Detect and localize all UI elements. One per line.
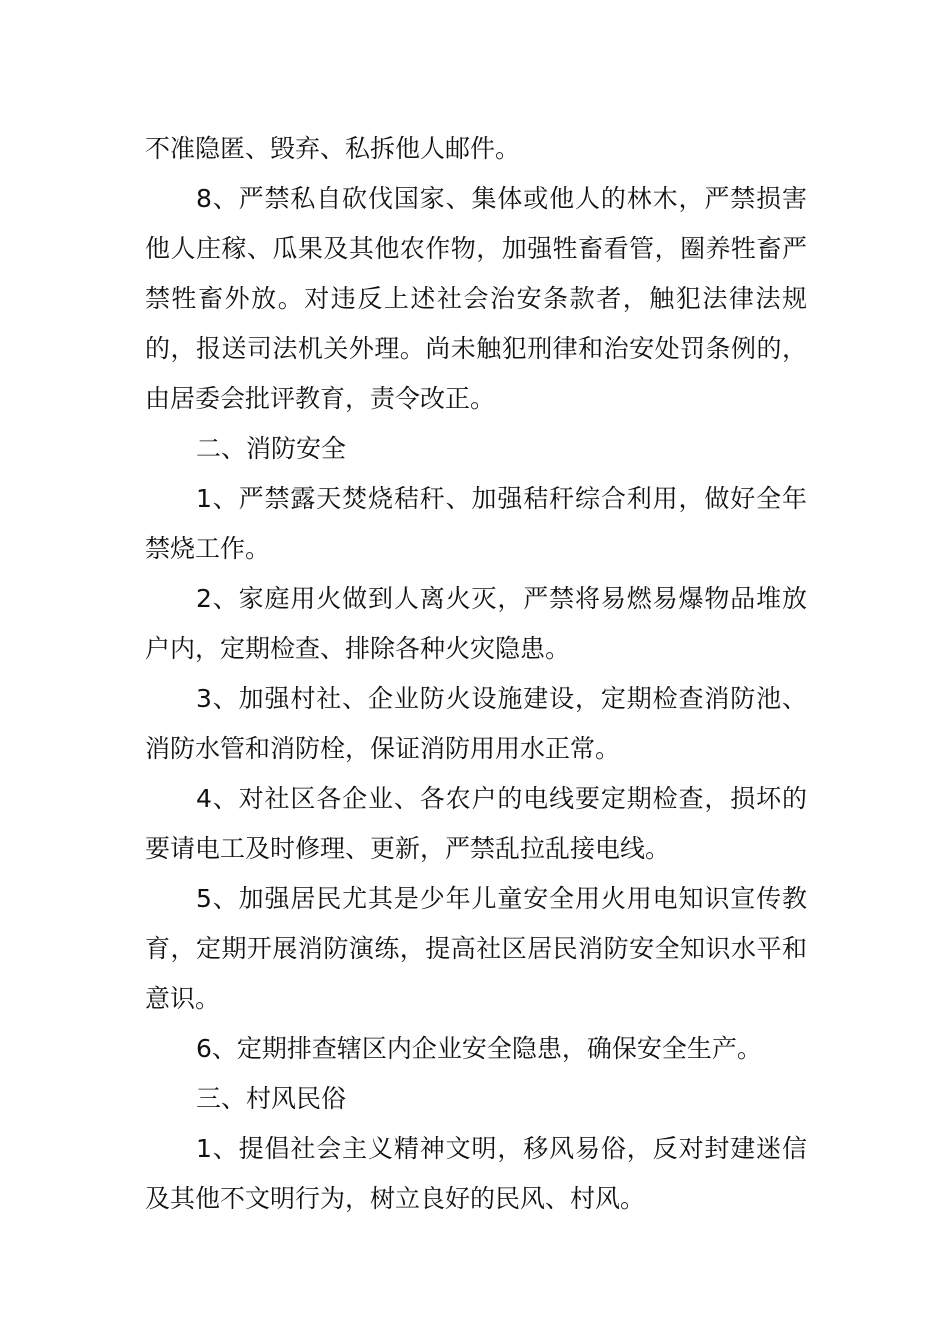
- paragraph-fire-item-1: 1、严禁露天焚烧秸秆、加强秸秆综合利用，做好全年禁烧工作。: [145, 484, 807, 563]
- section-heading-village-customs: 三、村风民俗: [196, 1084, 347, 1113]
- section-heading-fire-safety: 二、消防安全: [196, 434, 347, 463]
- paragraph-fire-item-2: 2、家庭用火做到人离火灭，严禁将易燃易爆物品堆放户内，定期检查、排除各种火灾隐患。: [145, 584, 807, 663]
- paragraph-fire-item-4: 4、对社区各企业、各农户的电线要定期检查，损坏的要请电工及时修理、更新，严禁乱拉乱接电线。: [145, 784, 807, 863]
- document-body: [145, 124, 807, 1224]
- paragraph-continuation: 不准隐匿、毁弃、私拆他人邮件。: [145, 134, 521, 163]
- paragraph-fire-item-6: 6、定期排查辖区内企业安全隐患，确保安全生产。: [196, 1034, 762, 1063]
- paragraph-item-8: 8、严禁私自砍伐国家、集体或他人的林木，严禁损害他人庄稼、瓜果及其他农作物，加强牲畜看管，圈养牲畜严禁牲畜外放。对违反上述社会治安条款者，触犯法律法规的，报送司法机关外理。尚未触犯刑律和治安处罚条例的，由居委会批评教育，责令改正。: [145, 184, 807, 413]
- paragraph-fire-item-5: 5、加强居民尤其是少年儿童安全用火用电知识宣传教育，定期开展消防演练，提高社区居民消防安全知识水平和意识。: [145, 884, 807, 1013]
- paragraph-fire-item-3: 3、加强村社、企业防火设施建设，定期检查消防池、消防水管和消防栓，保证消防用用水正常。: [145, 684, 807, 763]
- paragraph-customs-item-1: 1、提倡社会主义精神文明，移风易俗，反对封建迷信及其他不文明行为，树立良好的民风、村风。: [145, 1134, 807, 1213]
